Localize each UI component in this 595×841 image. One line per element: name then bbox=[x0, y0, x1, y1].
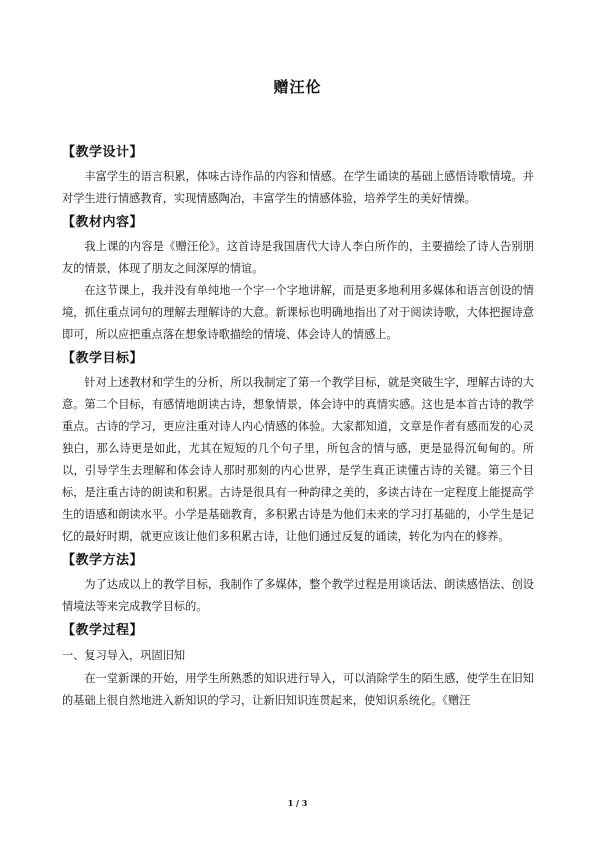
page-number: 1 / 3 bbox=[287, 798, 308, 808]
paragraph: 在这节课上，我并没有单纯地一个字一个字地讲解，而是更多地利用多媒体和语言创设的情境，抓住重点词句的理解去理解诗的大意。新课标也明确地指出了对于阅读诗歌，大体把握诗意即可，所以应把重点落在想象诗歌描绘的情境、体会诗人的情感上。 bbox=[62, 284, 534, 341]
subsection-heading: 一、复习导入，巩固旧知 bbox=[62, 649, 186, 662]
section-heading: 【教学设计】 bbox=[62, 145, 144, 160]
paragraph: 为了达成以上的教学目标，我制作了多媒体，整个教学过程是用谈话法、朗读感悟法、创设情境法等来完成教学目标的。 bbox=[62, 578, 534, 613]
section-heading: 【教学过程】 bbox=[62, 623, 144, 638]
paragraph: 我上课的内容是《赠汪伦》。这首诗是我国唐代大诗人李白所作的，主要描绘了诗人告别朋友的情景，体现了朋友之间深厚的情谊。 bbox=[62, 240, 534, 275]
section-heading: 【教学目标】 bbox=[62, 351, 144, 366]
section-heading: 【教材内容】 bbox=[62, 215, 144, 230]
paragraph: 在一堂新课的开始，用学生所熟悉的知识进行导入，可以消除学生的陌生感，使学生在旧知的基础上很自然地进入新知识的学习，让新旧知识连贯起来，使知识系统化。《赠汪 bbox=[62, 672, 534, 707]
section-teaching-goals bbox=[62, 346, 534, 548]
section-teaching-process bbox=[62, 618, 534, 712]
document-body bbox=[62, 140, 534, 712]
paragraph: 丰富学生的语言积累，体味古诗作品的内容和情感。在学生诵读的基础上感悟诗歌情境。并对学生进行情感教育，实现情感陶冶，丰富学生的情感体验，培养学生的美好情操。 bbox=[62, 170, 534, 205]
document-title: 赠汪伦 bbox=[273, 78, 322, 96]
section-teaching-design bbox=[62, 140, 534, 210]
section-teaching-methods bbox=[62, 548, 534, 618]
section-heading: 【教学方法】 bbox=[62, 553, 144, 568]
section-textbook-content bbox=[62, 210, 534, 346]
paragraph: 针对上述教材和学生的分析，所以我制定了第一个教学目标，就是突破生字，理解古诗的大意。第二个目标，有感情地朗读古诗，想象情景，体会诗中的真情实感。这也是本首古诗的教学重点。古诗的学习，更应注重对诗人内心情感的体验。大家都知道，文章是作者有感而发的心灵独白，那么诗更是如此，尤其在短短的几个句子里，所包含的情与感，更是显得沉甸甸的。所以，引导学生去理解和体会诗人那时那刻的内心世界，是学生真正读懂古诗的关键。第三个目标，是注重古诗的朗读和积累。古诗是很具有一种韵律之美的，多读古诗在一定程度上能提高学生的语感和朗读水平。小学是基础教育，多积累古诗是为他们未来的学习打基础的，小学生是记忆的最好时期，就更应该让他们多积累古诗，让他们通过反复的诵读，转化为内在的修养。 bbox=[62, 376, 534, 543]
